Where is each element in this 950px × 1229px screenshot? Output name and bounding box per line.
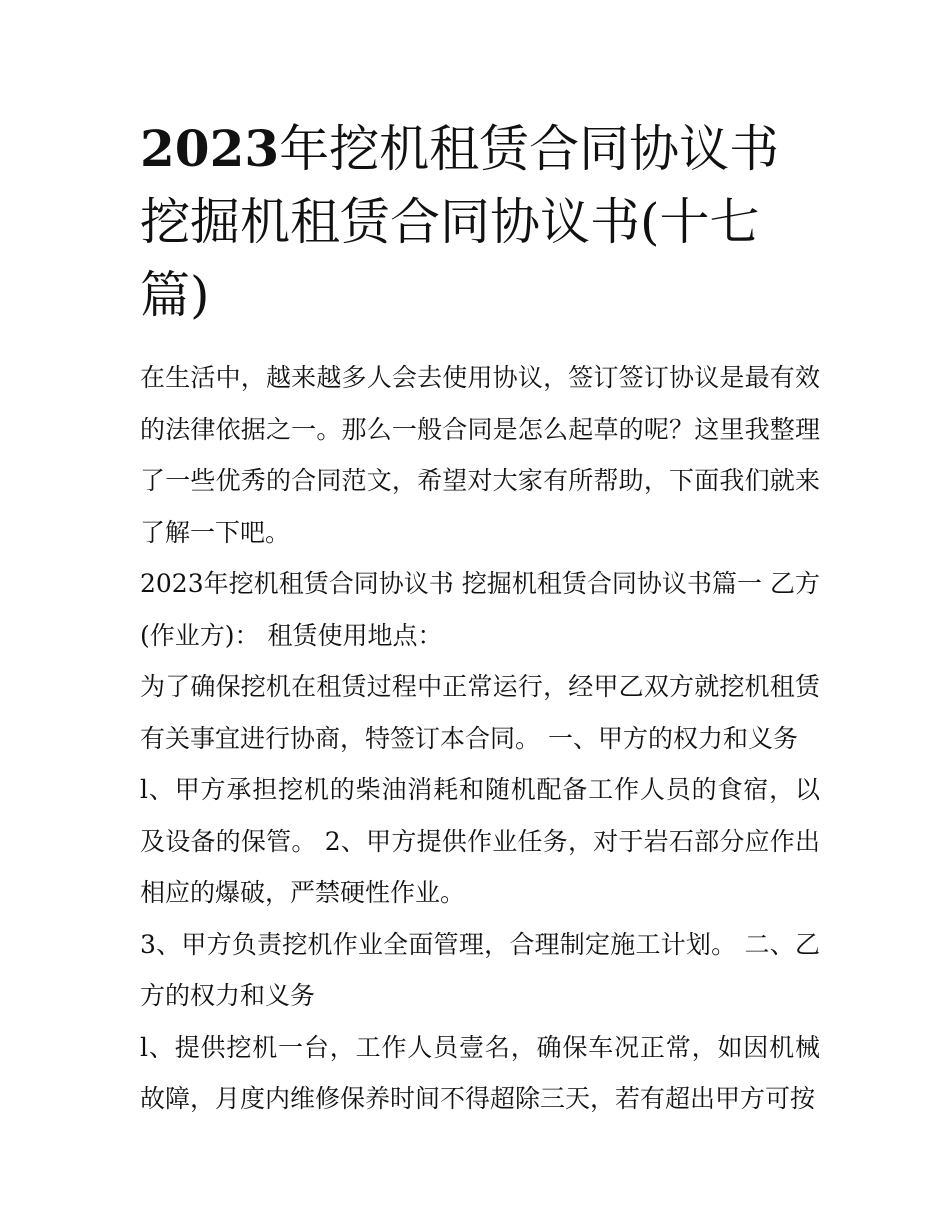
paragraph-party-b-duties: l、提供挖机一台，工作人员壹名，确保车况正常，如因机械故障，月度内维修保养时间不得超除三天，若有超出甲方可按 [140, 1032, 820, 1113]
document-body [140, 352, 820, 1125]
title-text: 年挖机租赁合同协议书 挖掘机租赁合同协议书(十七篇) [140, 120, 780, 324]
document-title [140, 112, 820, 332]
paragraph-party-a-management: 3、甲方负责挖机作业全面管理，合理制定施工计划。 二、乙方的权力和义务 [140, 929, 820, 1010]
title-year: 2023 [140, 119, 280, 178]
paragraph-parties: 2023年挖机租赁合同协议书 挖掘机租赁合同协议书篇一 乙方(作业方)： 租赁使用地点： [140, 569, 820, 650]
paragraph-party-a-duties: l、甲方承担挖机的柴油消耗和随机配备工作人员的食宿，以及设备的保管。 2、甲方提供作业任务，对于岩石部分应作出相应的爆破，严禁硬性作业。 [140, 775, 820, 907]
paragraph-intro: 在生活中，越来越多人会去使用协议，签订签订协议是最有效的法律依据之一。那么一般合同是怎么起草的呢？这里我整理了一些优秀的合同范文，希望对大家有所帮助，下面我们就来了解一下吧。 [140, 363, 820, 547]
paragraph-purpose: 为了确保挖机在租赁过程中正常运行，经甲乙双方就挖机租赁有关事宜进行协商，特签订本合同。 一、甲方的权力和义务 [140, 672, 820, 753]
